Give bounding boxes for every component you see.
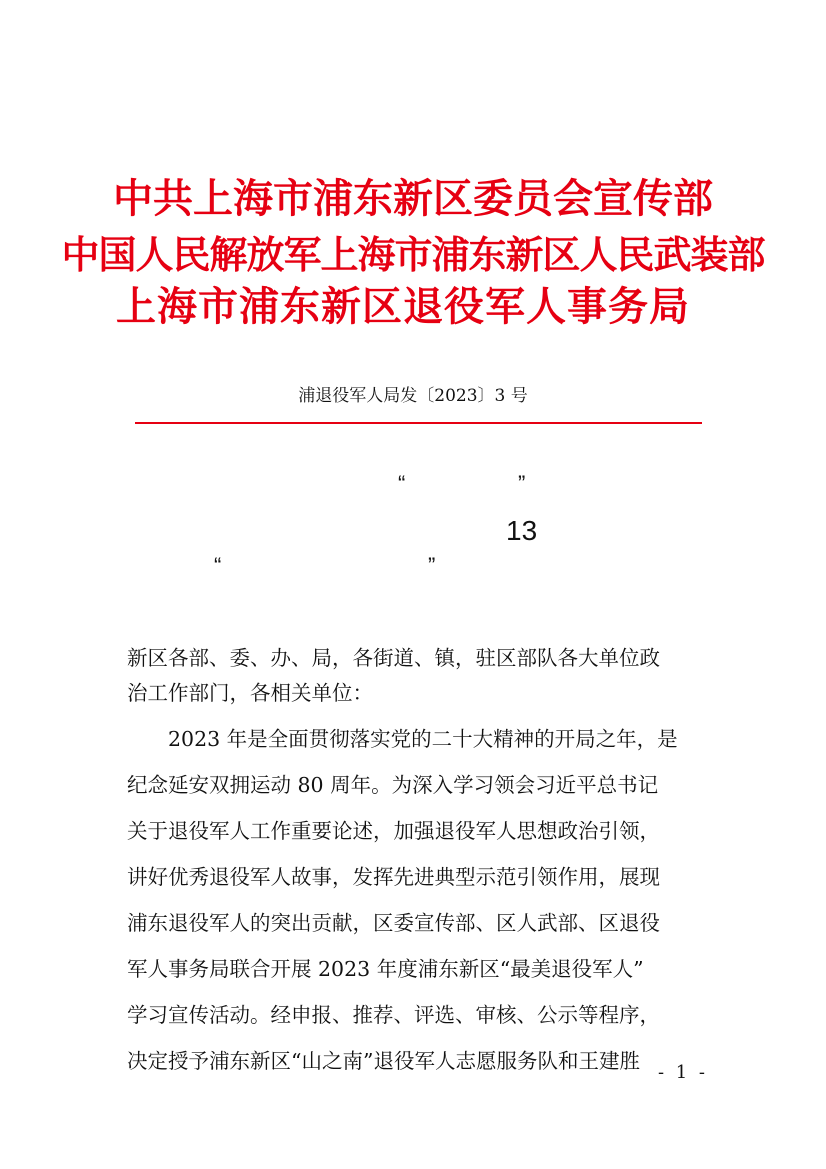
red-divider-line	[135, 422, 702, 424]
body-line: 关于退役军人工作重要论述，加强退役军人思想政治引领，	[127, 819, 660, 843]
title-open-quote: “	[398, 471, 406, 496]
body-line: 学习宣传活动。经申报、推荐、评选、审核、公示等程序，	[127, 1003, 660, 1027]
title-number: 13	[506, 515, 538, 546]
page-number: - 1 -	[657, 1062, 708, 1083]
issuer-line-armed-forces-department: 中国人民解放军上海市浦东新区人民武装部	[61, 233, 765, 277]
body-line: 决定授予浦东新区“山之南”退役军人志愿服务队和王建胜	[127, 1049, 640, 1073]
title-close-quote: ”	[428, 553, 436, 578]
issuer-line-propaganda-department: 中共上海市浦东新区委员会宣传部	[113, 176, 713, 222]
title-close-quote: ”	[518, 471, 526, 496]
body-line: 2023 年是全面贯彻落实党的二十大精神的开局之年，是	[127, 727, 678, 751]
body-line: 新区各部、委、办、局，各街道、镇，驻区部队各大单位政	[127, 646, 660, 670]
title-open-quote: “	[214, 553, 222, 578]
body-line: 治工作部门，各相关单位：	[127, 681, 373, 705]
body-line: 军人事务局联合开展 2023 年度浦东新区“最美退役军人”	[127, 957, 644, 981]
document-number: 浦退役军人局发〔2023〕3 号	[298, 386, 528, 406]
body-line: 浦东退役军人的突出贡献，区委宣传部、区人武部、区退役	[127, 911, 660, 935]
issuer-line-veterans-affairs-bureau: 上海市浦东新区退役军人事务局	[116, 284, 690, 330]
body-line: 纪念延安双拥运动 80 周年。为深入学习领会习近平总书记	[127, 773, 659, 797]
body-line: 讲好优秀退役军人故事，发挥先进典型示范引领作用，展现	[127, 865, 660, 889]
